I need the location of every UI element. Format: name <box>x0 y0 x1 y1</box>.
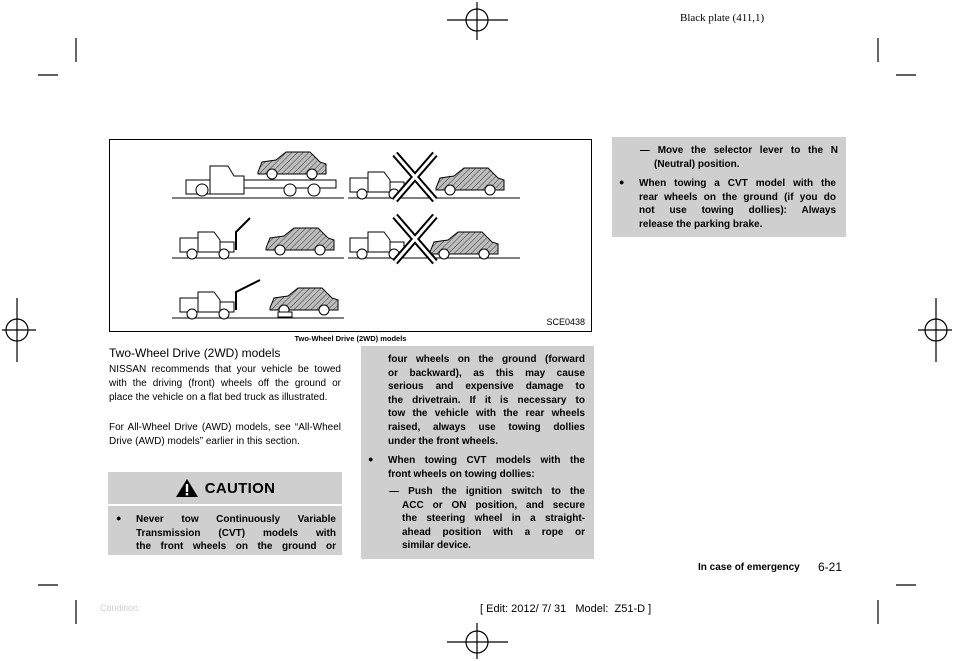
text-line: Transmission (CVT) models with <box>136 527 336 539</box>
section-title: Two-Wheel Drive (2WD) models <box>109 346 281 360</box>
wheel-lift-panel <box>172 218 344 259</box>
caution-bullet-3 <box>619 177 836 231</box>
warning-icon <box>175 478 199 498</box>
figure-code: SCE0438 <box>546 317 585 327</box>
caution-bullet-2 <box>368 454 585 481</box>
edit-info: [ Edit: 2012/ 7/ 31 Model: Z51-D ] <box>480 603 652 615</box>
text-line: raised, always use towing dollies <box>388 421 585 433</box>
caution-header <box>108 472 342 504</box>
paragraph-recommendation: NISSAN recommends that your vehicle be towed with the driving (front) wheels off the ground or place the vehicle on a flat bed truck as illustrated. <box>109 364 341 403</box>
plate-label: Black plate (411,1) <box>680 12 765 24</box>
caution-title: CAUTION <box>204 479 276 497</box>
caution-box-middle <box>361 346 594 559</box>
condition-label: Condition: <box>100 603 141 613</box>
text-line: or backward), as this may cause <box>388 367 585 379</box>
text-line: release the parking brake. <box>639 218 763 230</box>
rear-lift-prohibited-panel <box>348 216 520 262</box>
text-line: similar device. <box>402 540 471 552</box>
text-line: ACC or ON position, and secure <box>402 499 585 511</box>
text-line: rear wheels on the ground (if you do <box>639 191 836 203</box>
page-number: 6-21 <box>818 560 843 574</box>
towing-illustration-drawing <box>110 140 593 333</box>
text-line: not use towing dollies): Always <box>639 205 836 217</box>
text-line: ahead position with a rope or <box>402 526 585 538</box>
text-line: the drivetrain. If it is necessary to <box>388 394 585 406</box>
text-line: serious and expensive damage to <box>388 381 585 393</box>
footer-section-title: In case of emergency <box>698 562 800 573</box>
towing-illustration <box>109 139 592 332</box>
text-line: front wheels on towing dollies: <box>388 468 535 480</box>
text-line: Never tow Continuously Variable <box>136 514 336 525</box>
caution-continuation <box>388 353 585 448</box>
caution-dash-2 <box>640 144 838 171</box>
flatbed-panel <box>172 152 344 198</box>
text-line: (Neutral) position. <box>654 158 740 170</box>
front-lift-prohibited-panel <box>348 154 520 200</box>
bullet-dot: ● <box>619 177 625 187</box>
caution-bullet-1 <box>116 513 336 554</box>
bullet-dot: ● <box>368 454 374 464</box>
caution-box-right <box>612 137 846 237</box>
text-line: When towing CVT models with the <box>388 455 585 466</box>
text-line: When towing a CVT model with the <box>639 178 836 189</box>
text-line: under the front wheels. <box>388 435 499 447</box>
bullet-dot: ● <box>116 513 122 523</box>
text-line: tow the vehicle with the rear wheels <box>388 408 585 420</box>
text-line: four wheels on the ground (forward <box>388 354 585 365</box>
text-line: the front wheels on the ground or <box>136 541 336 553</box>
paragraph-awd-reference: For All-Wheel Drive (AWD) models, see “All-Wheel Drive (AWD) models” earlier in this section. <box>109 422 341 447</box>
text-line: the steering wheel in a straight- <box>402 513 585 525</box>
caution-box-left <box>108 506 342 555</box>
caution-dash-1 <box>389 485 585 553</box>
text-line: — Move the selector lever to the N <box>640 145 838 156</box>
dollies-panel <box>172 280 344 319</box>
text-line: — Push the ignition switch to the <box>389 486 585 497</box>
figure-caption: Two-Wheel Drive (2WD) models <box>294 334 407 343</box>
